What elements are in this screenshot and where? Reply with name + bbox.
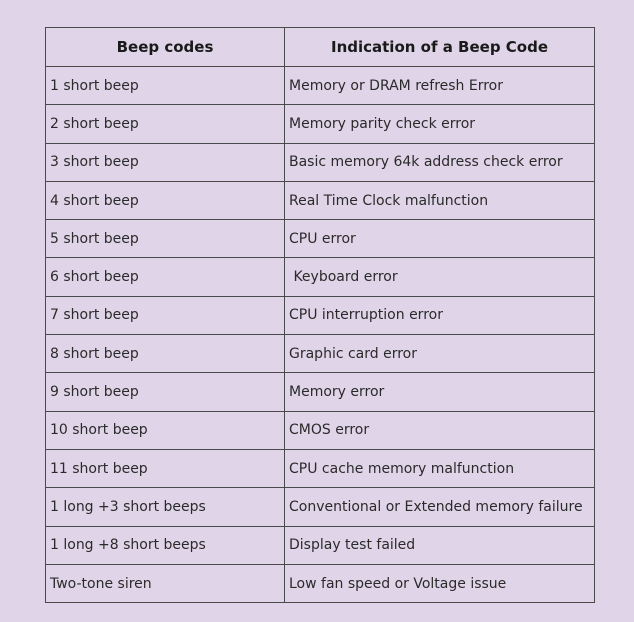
table-row (46, 335, 595, 373)
beep-code-cell: 7 short beep (46, 296, 285, 334)
indication-cell: Real Time Clock malfunction (285, 181, 595, 219)
table-row (46, 258, 595, 296)
beep-codes-table (45, 27, 595, 603)
beep-code-cell: 1 short beep (46, 67, 285, 105)
table-row (46, 143, 595, 181)
beep-code-cell: 1 long +8 short beeps (46, 526, 285, 564)
header-indication: Indication of a Beep Code (285, 28, 595, 67)
indication-cell: Memory or DRAM refresh Error (285, 67, 595, 105)
indication-cell: Basic memory 64k address check error (285, 143, 595, 181)
indication-cell: Conventional or Extended memory failure (285, 488, 595, 526)
table-row (46, 449, 595, 487)
beep-code-cell: 4 short beep (46, 181, 285, 219)
beep-code-cell: 11 short beep (46, 449, 285, 487)
table-row (46, 411, 595, 449)
beep-code-cell: 8 short beep (46, 335, 285, 373)
beep-code-cell: Two-tone siren (46, 564, 285, 602)
beep-code-cell: 2 short beep (46, 105, 285, 143)
indication-cell: CMOS error (285, 411, 595, 449)
table-row (46, 220, 595, 258)
beep-code-cell: 1 long +3 short beeps (46, 488, 285, 526)
indication-cell: Memory parity check error (285, 105, 595, 143)
beep-code-cell: 6 short beep (46, 258, 285, 296)
header-beep-codes: Beep codes (46, 28, 285, 67)
indication-cell: Memory error (285, 373, 595, 411)
beep-code-cell: 3 short beep (46, 143, 285, 181)
indication-cell: Low fan speed or Voltage issue (285, 564, 595, 602)
table-row (46, 526, 595, 564)
indication-cell: CPU interruption error (285, 296, 595, 334)
indication-cell: CPU error (285, 220, 595, 258)
beep-code-cell: 10 short beep (46, 411, 285, 449)
indication-cell: Graphic card error (285, 335, 595, 373)
table-body (46, 67, 595, 603)
indication-cell: CPU cache memory malfunction (285, 449, 595, 487)
table-row (46, 105, 595, 143)
indication-cell: Keyboard error (285, 258, 595, 296)
indication-cell: Display test failed (285, 526, 595, 564)
table-row (46, 181, 595, 219)
beep-code-cell: 5 short beep (46, 220, 285, 258)
header-row (46, 28, 595, 67)
table-header (46, 28, 595, 67)
beep-code-cell: 9 short beep (46, 373, 285, 411)
table-row (46, 373, 595, 411)
table-row (46, 564, 595, 602)
table-row (46, 296, 595, 334)
table-row (46, 67, 595, 105)
table-row (46, 488, 595, 526)
